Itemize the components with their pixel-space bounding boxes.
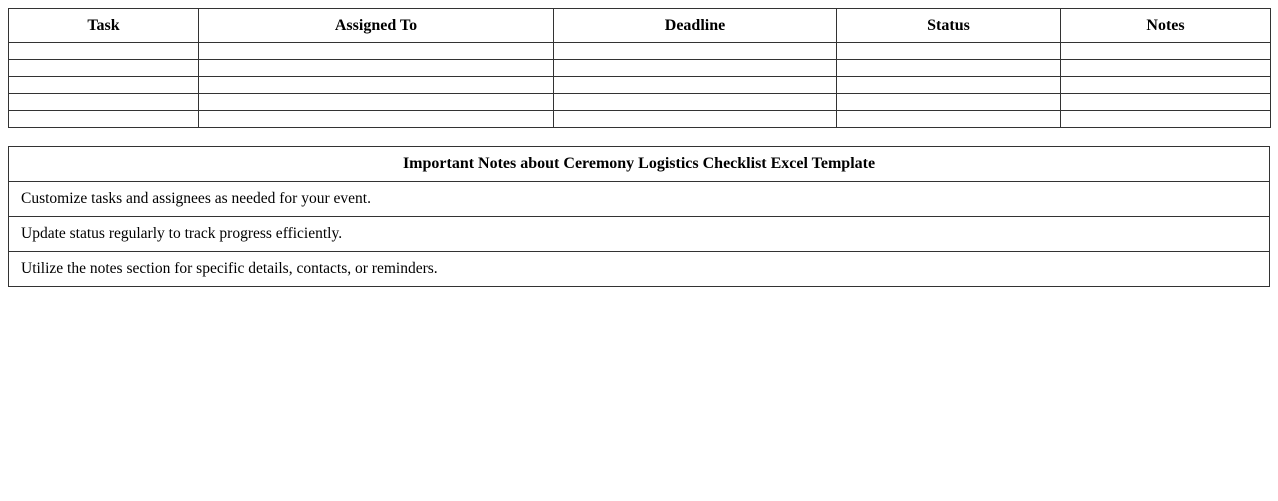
column-header-task: Task [9,9,199,43]
notes-row [9,252,1270,287]
table-cell-notes[interactable] [1061,60,1271,77]
table-cell-assigned-to[interactable] [199,60,554,77]
table-row [9,77,1271,94]
notes-title: Important Notes about Ceremony Logistics Checklist Excel Template [9,147,1270,182]
column-header-deadline: Deadline [554,9,837,43]
checklist-header-row [9,9,1271,43]
notes-row [9,182,1270,217]
table-cell-task[interactable] [9,43,199,60]
table-cell-status[interactable] [837,94,1061,111]
table-cell-assigned-to[interactable] [199,94,554,111]
table-cell-task[interactable] [9,94,199,111]
table-cell-notes[interactable] [1061,94,1271,111]
table-row [9,111,1271,128]
table-cell-task[interactable] [9,111,199,128]
table-cell-deadline[interactable] [554,111,837,128]
table-cell-assigned-to[interactable] [199,111,554,128]
table-cell-status[interactable] [837,43,1061,60]
checklist-table [8,8,1271,128]
table-cell-deadline[interactable] [554,77,837,94]
column-header-assigned-to: Assigned To [199,9,554,43]
table-cell-notes[interactable] [1061,43,1271,60]
table-row [9,43,1271,60]
table-cell-deadline[interactable] [554,43,837,60]
table-cell-assigned-to[interactable] [199,77,554,94]
table-cell-status[interactable] [837,111,1061,128]
table-cell-notes[interactable] [1061,111,1271,128]
notes-table [8,146,1270,287]
table-cell-status[interactable] [837,77,1061,94]
note-item: Update status regularly to track progress efficiently. [9,217,1270,252]
column-header-status: Status [837,9,1061,43]
note-item: Utilize the notes section for specific details, contacts, or reminders. [9,252,1270,287]
table-cell-assigned-to[interactable] [199,43,554,60]
table-cell-deadline[interactable] [554,60,837,77]
table-cell-notes[interactable] [1061,77,1271,94]
page-content [8,8,1270,287]
table-row [9,60,1271,77]
table-cell-deadline[interactable] [554,94,837,111]
table-cell-task[interactable] [9,60,199,77]
note-item: Customize tasks and assignees as needed for your event. [9,182,1270,217]
column-header-notes: Notes [1061,9,1271,43]
notes-header-row [9,147,1270,182]
table-cell-status[interactable] [837,60,1061,77]
notes-row [9,217,1270,252]
table-row [9,94,1271,111]
table-cell-task[interactable] [9,77,199,94]
